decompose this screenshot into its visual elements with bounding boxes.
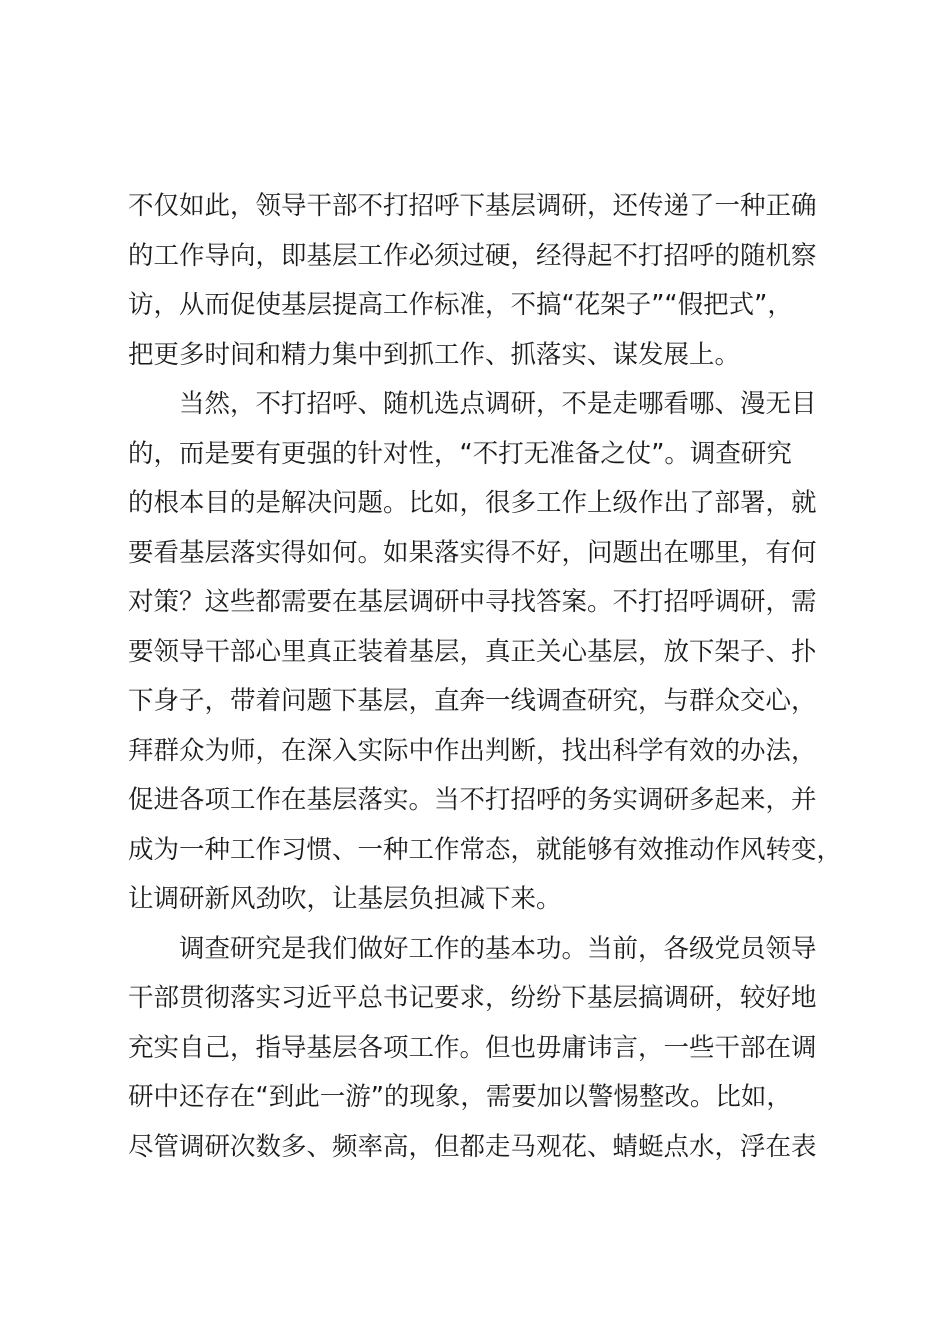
text-line: 充实自己，指导基层各项工作。但也毋庸讳言，一些干部在调: [128, 1032, 817, 1063]
text-line: 当然，不打招呼、随机选点调研，不是走哪看哪、漫无目: [179, 389, 817, 419]
text-line: 要看基层落实得如何。如果落实得不好，问题出在哪里，有何: [128, 537, 817, 568]
text-line: 要领导干部心里真正装着基层，真正关心基层，放下架子、扑: [128, 636, 817, 667]
body-text: [128, 182, 858, 1172]
text-line: 拜群众为师，在深入实际中作出判断，找出科学有效的办法，: [128, 735, 817, 766]
text-line: 研中还存在“到此一游”的现象，需要加以警惕整改。比如，: [128, 1082, 792, 1112]
text-line: 调查研究是我们做好工作的基本功。当前，各级党员领导: [179, 933, 817, 964]
text-line: 干部贯彻落实习近平总书记要求，纷纷下基层搞调研，较好地: [128, 983, 817, 1013]
text-line: 的工作导向，即基层工作必须过硬，经得起不打招呼的随机察: [128, 240, 817, 271]
text-line: 让调研新风劲吹，让基层负担减下来。: [128, 884, 562, 914]
paragraph-2: [128, 380, 858, 925]
text-line: 成为一种工作习惯、一种工作常态，就能够有效推动作风转变，: [128, 834, 843, 865]
text-line: 对策？这些都需要在基层调研中寻找答案。不打招呼调研，需: [128, 587, 817, 617]
text-line: 的，而是要有更强的针对性，“不打无准备之仗”。调查研究: [128, 438, 792, 469]
text-line: 不仅如此，领导干部不打招呼下基层调研，还传递了一种正确: [128, 191, 817, 221]
text-line: 尽管调研次数多、频率高，但都走马观花、蜻蜓点水，浮在表: [128, 1131, 817, 1162]
text-line: 访，从而促使基层提高工作标准，不搞“花架子”“假把式”，: [128, 290, 793, 320]
paragraph-1: [128, 182, 858, 380]
text-line: 下身子，带着问题下基层，直奔一线调查研究，与群众交心，: [128, 686, 817, 716]
text-line: 促进各项工作在基层落实。当不打招呼的务实调研多起来，并: [128, 785, 817, 815]
paragraph-3: [128, 925, 858, 1173]
text-line: 的根本目的是解决问题。比如，很多工作上级作出了部署，就: [128, 488, 817, 518]
text-line: 把更多时间和精力集中到抓工作、抓落实、谋发展上。: [128, 339, 741, 370]
